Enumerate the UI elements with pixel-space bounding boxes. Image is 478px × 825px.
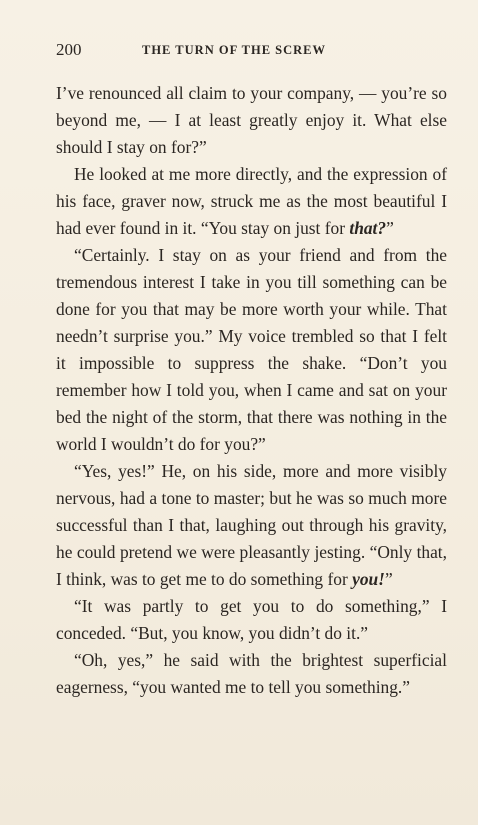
page-number: 200 [56,40,82,59]
paragraph-5 [56,593,447,647]
paragraph-2 [56,161,447,242]
paragraph-4-emphasis: you! [352,569,385,589]
paragraph-4-closing-quote: ” [384,569,393,589]
paragraph-2-text: He looked at me more directly, and the expression of his face, graver now, struck me as the most beautiful I had ever found in it. “You stay on just for [56,164,447,238]
page-header [56,40,422,62]
paragraph-3-text: “Certainly. I stay on as your friend and from the tremendous interest I take in you till something can be done for you that may be more worth your while. That needn’t surprise you.” My voice trembled so that I felt it impossible to suppress the shake. “Don’t you remember how I told you, when I came and sat on your bed the night of the storm, that there was nothing in the world I wouldn’t do for you?” [56,245,447,454]
paragraph-4 [56,458,447,593]
paragraph-5-text: “It was partly to get you to do something,” I conceded. “But, you know, you didn’t do it.” [56,596,447,643]
paragraph-3 [56,242,447,458]
paragraph-1-text: I’ve renounced all claim to your company, — you’re so beyond me, — I at least greatly enjoy it. What else should I stay on for?” [56,83,447,157]
paragraph-6 [56,647,447,701]
paragraph-1 [56,80,447,161]
paragraph-4-text: “Yes, yes!” He, on his side, more and more visibly nervous, had a tone to master; but he was so much more successful than I that, laughing out through his gravity, he could pretend we were pleasantly jesting. “Only that, I think, was to get me to do something for [56,461,447,589]
paragraph-6-text: “Oh, yes,” he said with the brightest superficial eagerness, “you wanted me to tell you something.” [56,650,447,697]
body-text [56,80,447,701]
paragraph-2-closing-quote: ” [386,218,394,238]
paragraph-2-emphasis: that? [349,218,387,238]
running-head: THE TURN OF THE SCREW [142,43,327,57]
